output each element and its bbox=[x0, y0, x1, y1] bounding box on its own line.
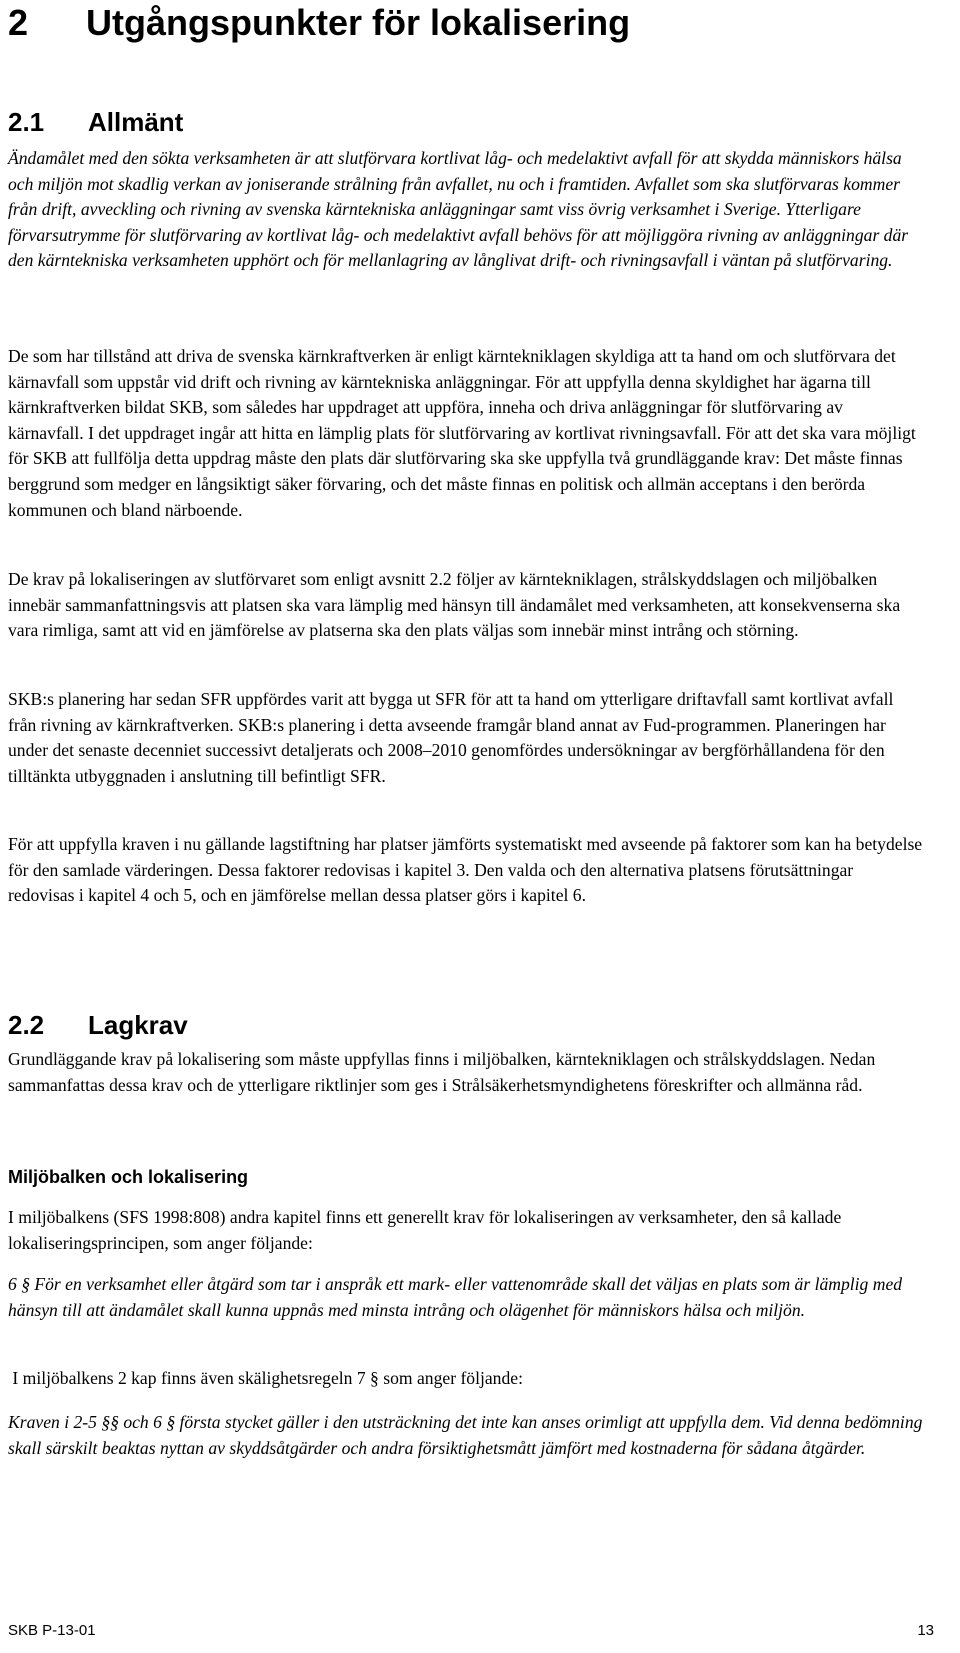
paragraph-environmental-code: I miljöbalkens (SFS 1998:808) andra kapitel finns ett generellt krav för lokaliseringen av verksamheter, den så kallade lokaliseringsprincipen, som anger följande: bbox=[8, 1207, 842, 1253]
paragraph-planning: SKB:s planering har sedan SFR uppfördes varit att bygga ut SFR för att ta hand om ytterligare driftavfall samt kortlivat avfall från rivning av kärnkraftverken. SKB:s planering i detta avseende framgår bland annat av Fud-programmen. Planeringen har under det senaste decenniet successivt detaljerats och 2008–2010 genomfördes undersökningar av bergförhållandena för den tilltänkta utbyggnaden i anslutning till befintligt SFR. bbox=[8, 689, 894, 786]
quote-paragraph-6: 6 § För en verksamhet eller åtgärd som tar i anspråk ett mark- eller vattenområde skall det väljas en plats som är lämplig med hänsyn till att ändamålet skall kunna uppnås med minsta intrång och olägenhet för människors hälsa och miljön. bbox=[8, 1274, 903, 1320]
chapter-heading bbox=[8, 2, 630, 44]
paragraph-reasonableness: I miljöbalkens 2 kap finns även skälighetsregeln 7 § som anger följande: bbox=[8, 1368, 523, 1388]
subheading: Miljöbalken och lokalisering bbox=[8, 1167, 249, 1187]
quote-paragraph-7: Kraven i 2-5 §§ och 6 § första stycket gäller i den utsträckning det inte kan anses orimligt att uppfylla dem. Vid denna bedömning skall särskilt beaktas nyttan av skyddsåtgärder och andra försiktighetsmått jämfört med kostnaderna för sådana åtgärder. bbox=[8, 1412, 923, 1458]
section-heading-2-1 bbox=[8, 107, 183, 138]
footer-page-number: 13 bbox=[917, 1622, 934, 1639]
section-title: Lagkrav bbox=[88, 1010, 188, 1040]
section-title: Allmänt bbox=[88, 107, 184, 137]
chapter-title: Utgångspunkter för lokalisering bbox=[86, 2, 631, 43]
section-heading-2-2 bbox=[8, 1010, 188, 1041]
paragraph-obligation: De som har tillstånd att driva de svenska kärnkraftverken är enligt kärntekniklagen skyldiga att ta hand om och slutförvara det kärnavfall som uppstår vid drift och rivning av kärntekniska anläggningar. För att uppfylla denna skyldighet har ägarna till kärnkraftverken bildat SKB, som således har uppdraget att uppföra, inneha och driva anläggningar för slutförvaring av kärnavfall. I det uppdraget ingår att hitta en lämplig plats för slutförvaring av kortlivat rivningsavfall. För att det ska vara möjligt för SKB att fullfölja detta uppdrag måste den plats där slutförvaring ska ske uppfylla två grundläggande krav: Det måste finnas berggrund som medger en långsiktigt säker förvaring, och det måste finnas en politisk och allmän acceptans i den berörda kommunen och bland närboende. bbox=[8, 346, 916, 520]
section-number: 2.1 bbox=[8, 107, 45, 137]
paragraph-legal-basis: Grundläggande krav på lokalisering som måste uppfyllas finns i miljöbalken, kärntekniklagen och strålskyddslagen. Nedan sammanfattas dessa krav och de ytterligare riktlinjer som ges i Strålsäkerhetsmyndighetens föreskrifter och allmänna råd. bbox=[8, 1049, 876, 1095]
paragraph-requirements: De krav på lokaliseringen av slutförvaret som enligt avsnitt 2.2 följer av kärntekniklagen, strålskyddslagen och miljöbalken innebär sammanfattningsvis att platsen ska vara lämplig med hänsyn till ändamålet med verksamheten, att konsekvenserna ska vara rimliga, samt att vid en jämförelse av platserna ska den plats väljas som innebär minst intrång och störning. bbox=[8, 569, 901, 641]
footer-report-id: SKB P-13-01 bbox=[8, 1622, 96, 1639]
section-number: 2.2 bbox=[8, 1010, 45, 1040]
paragraph-comparison: För att uppfylla kraven i nu gällande lagstiftning har platser jämförts systematiskt med avseende på faktorer som kan ha betydelse för den samlade värderingen. Dessa faktorer redovisas i kapitel 3. Den valda och den alternativa platsens förutsättningar redovisas i kapitel 4 och 5, och en jämförelse mellan dessa platser görs i kapitel 6. bbox=[8, 834, 923, 906]
chapter-number: 2 bbox=[8, 2, 29, 43]
paragraph-purpose: Ändamålet med den sökta verksamheten är att slutförvara kortlivat låg- och medelaktivt avfall för att skydda människors hälsa och miljön mot skadlig verkan av joniserande strålning från avfallet, nu och i framtiden. Avfallet som ska slutförvaras kommer från drift, avveckling och rivning av svenska kärntekniska anläggningar samt viss övrig verksamhet i Sverige. Ytterligare förvarsutrymme för slutförvaring av kortlivat låg- och medelaktivt avfall behövs för att möjliggöra rivning av anläggningar där den kärntekniska verksamheten upphört och för mellanlagring av långlivat drift- och rivningsavfall i väntan på slutförvaring. bbox=[8, 148, 909, 271]
